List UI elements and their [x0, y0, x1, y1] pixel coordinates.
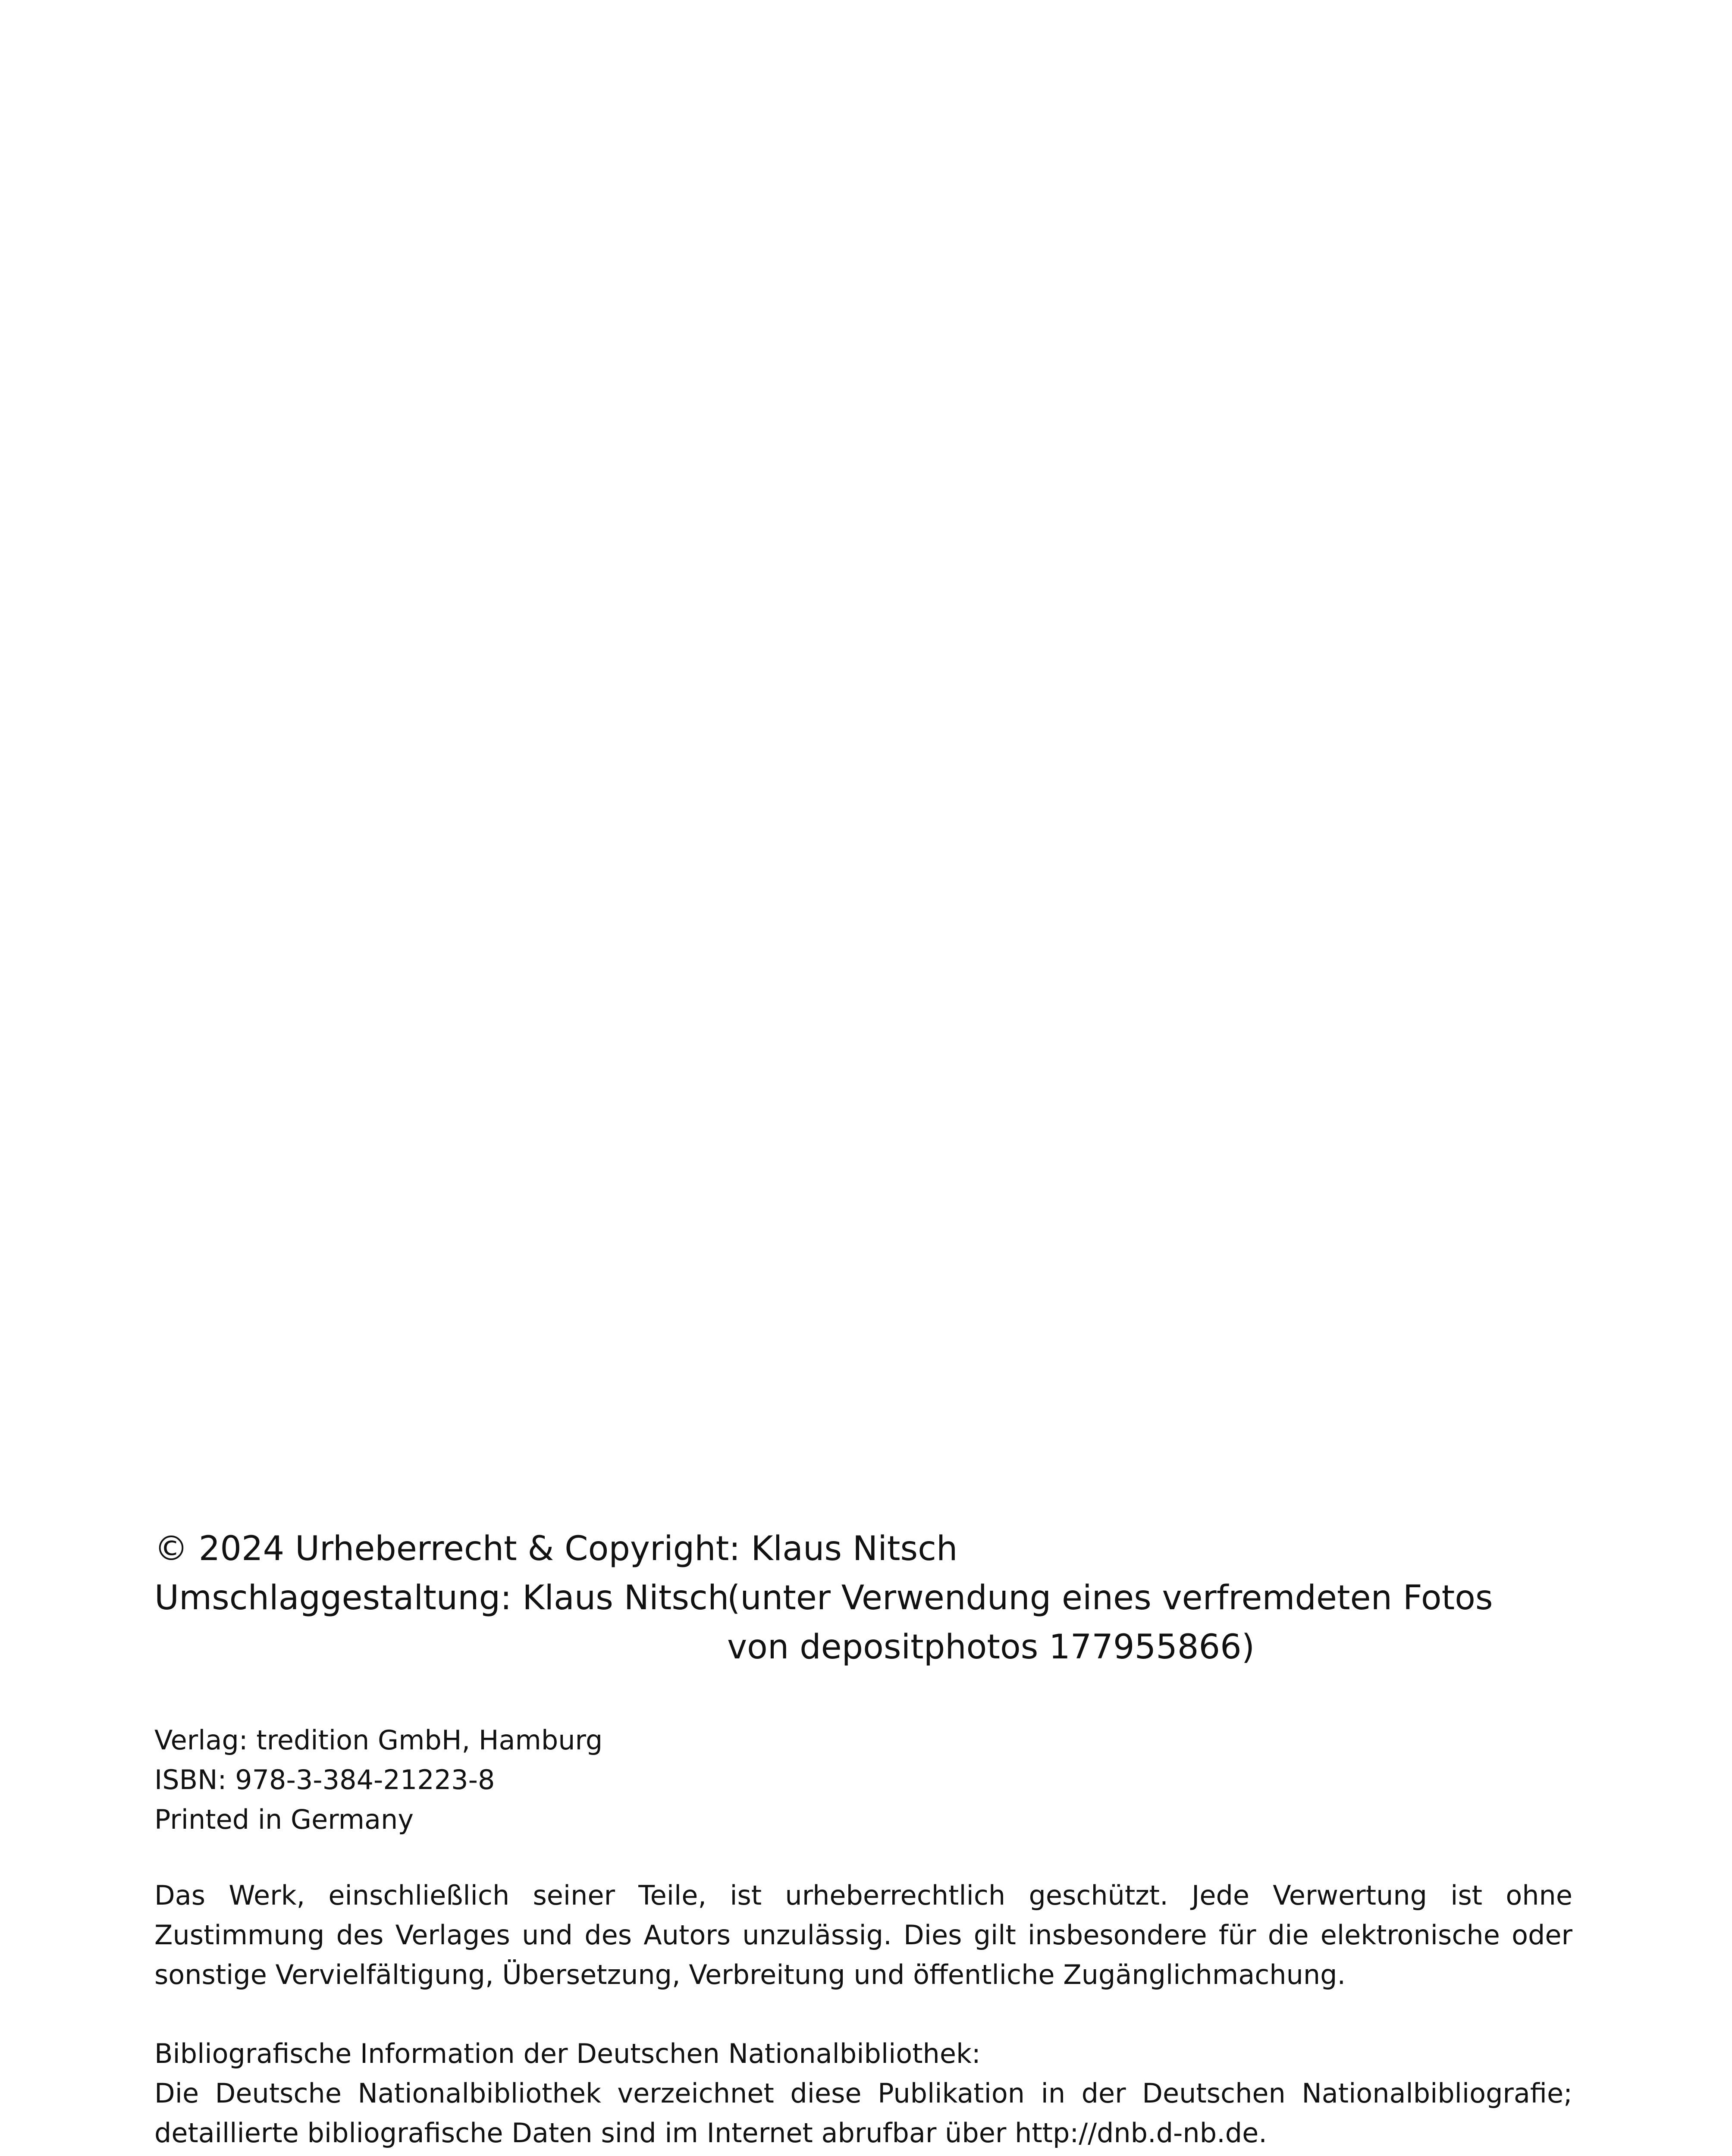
publisher-block: [154, 1720, 1578, 1839]
bibliographic-text: Die Deutsche Nationalbibliothek verzeichnet diese Publikation in der Deutschen Nationalbibliografie; detaillierte bibliografische Daten sind im Internet abrufbar über http://dnb.d-nb.de.: [154, 2078, 1572, 2149]
cover-photo-note-continued: von depositphotos 177955866): [727, 1628, 1255, 1667]
cover-photo-note: (unter Verwendung eines verfremdeten Fotos: [727, 1579, 1493, 1617]
legal-notice: Das Werk, einschließlich seiner Teile, ist urheberrechtlich geschützt. Jede Verwertung ist ohne Zustimmung des Verlages und des Autors unzulässig. Dies gilt insbesondere für die elektronische oder sonstige Vervielfältigung, Übersetzung, Verbreitung und öffentliche Zugänglichmachung.: [154, 1880, 1572, 1990]
isbn: ISBN: 978-3-384-21223-8: [154, 1764, 495, 1796]
bibliographic-heading: Bibliografische Information der Deutschen Nationalbibliothek:: [154, 2038, 981, 2069]
cover-design-line: [154, 1573, 1578, 1623]
publisher-name: Verlag: tredition GmbH, Hamburg: [154, 1724, 603, 1756]
copyright-line: © 2024 Urheberrecht & Copyright: Klaus Nitsch: [154, 1529, 958, 1568]
cover-design-credit: Umschlaggestaltung: Klaus Nitsch: [154, 1579, 729, 1617]
printed-in: Printed in Germany: [154, 1804, 414, 1835]
copyright-block: [154, 1524, 1578, 1672]
bibliographic-info: [154, 2034, 1572, 2153]
